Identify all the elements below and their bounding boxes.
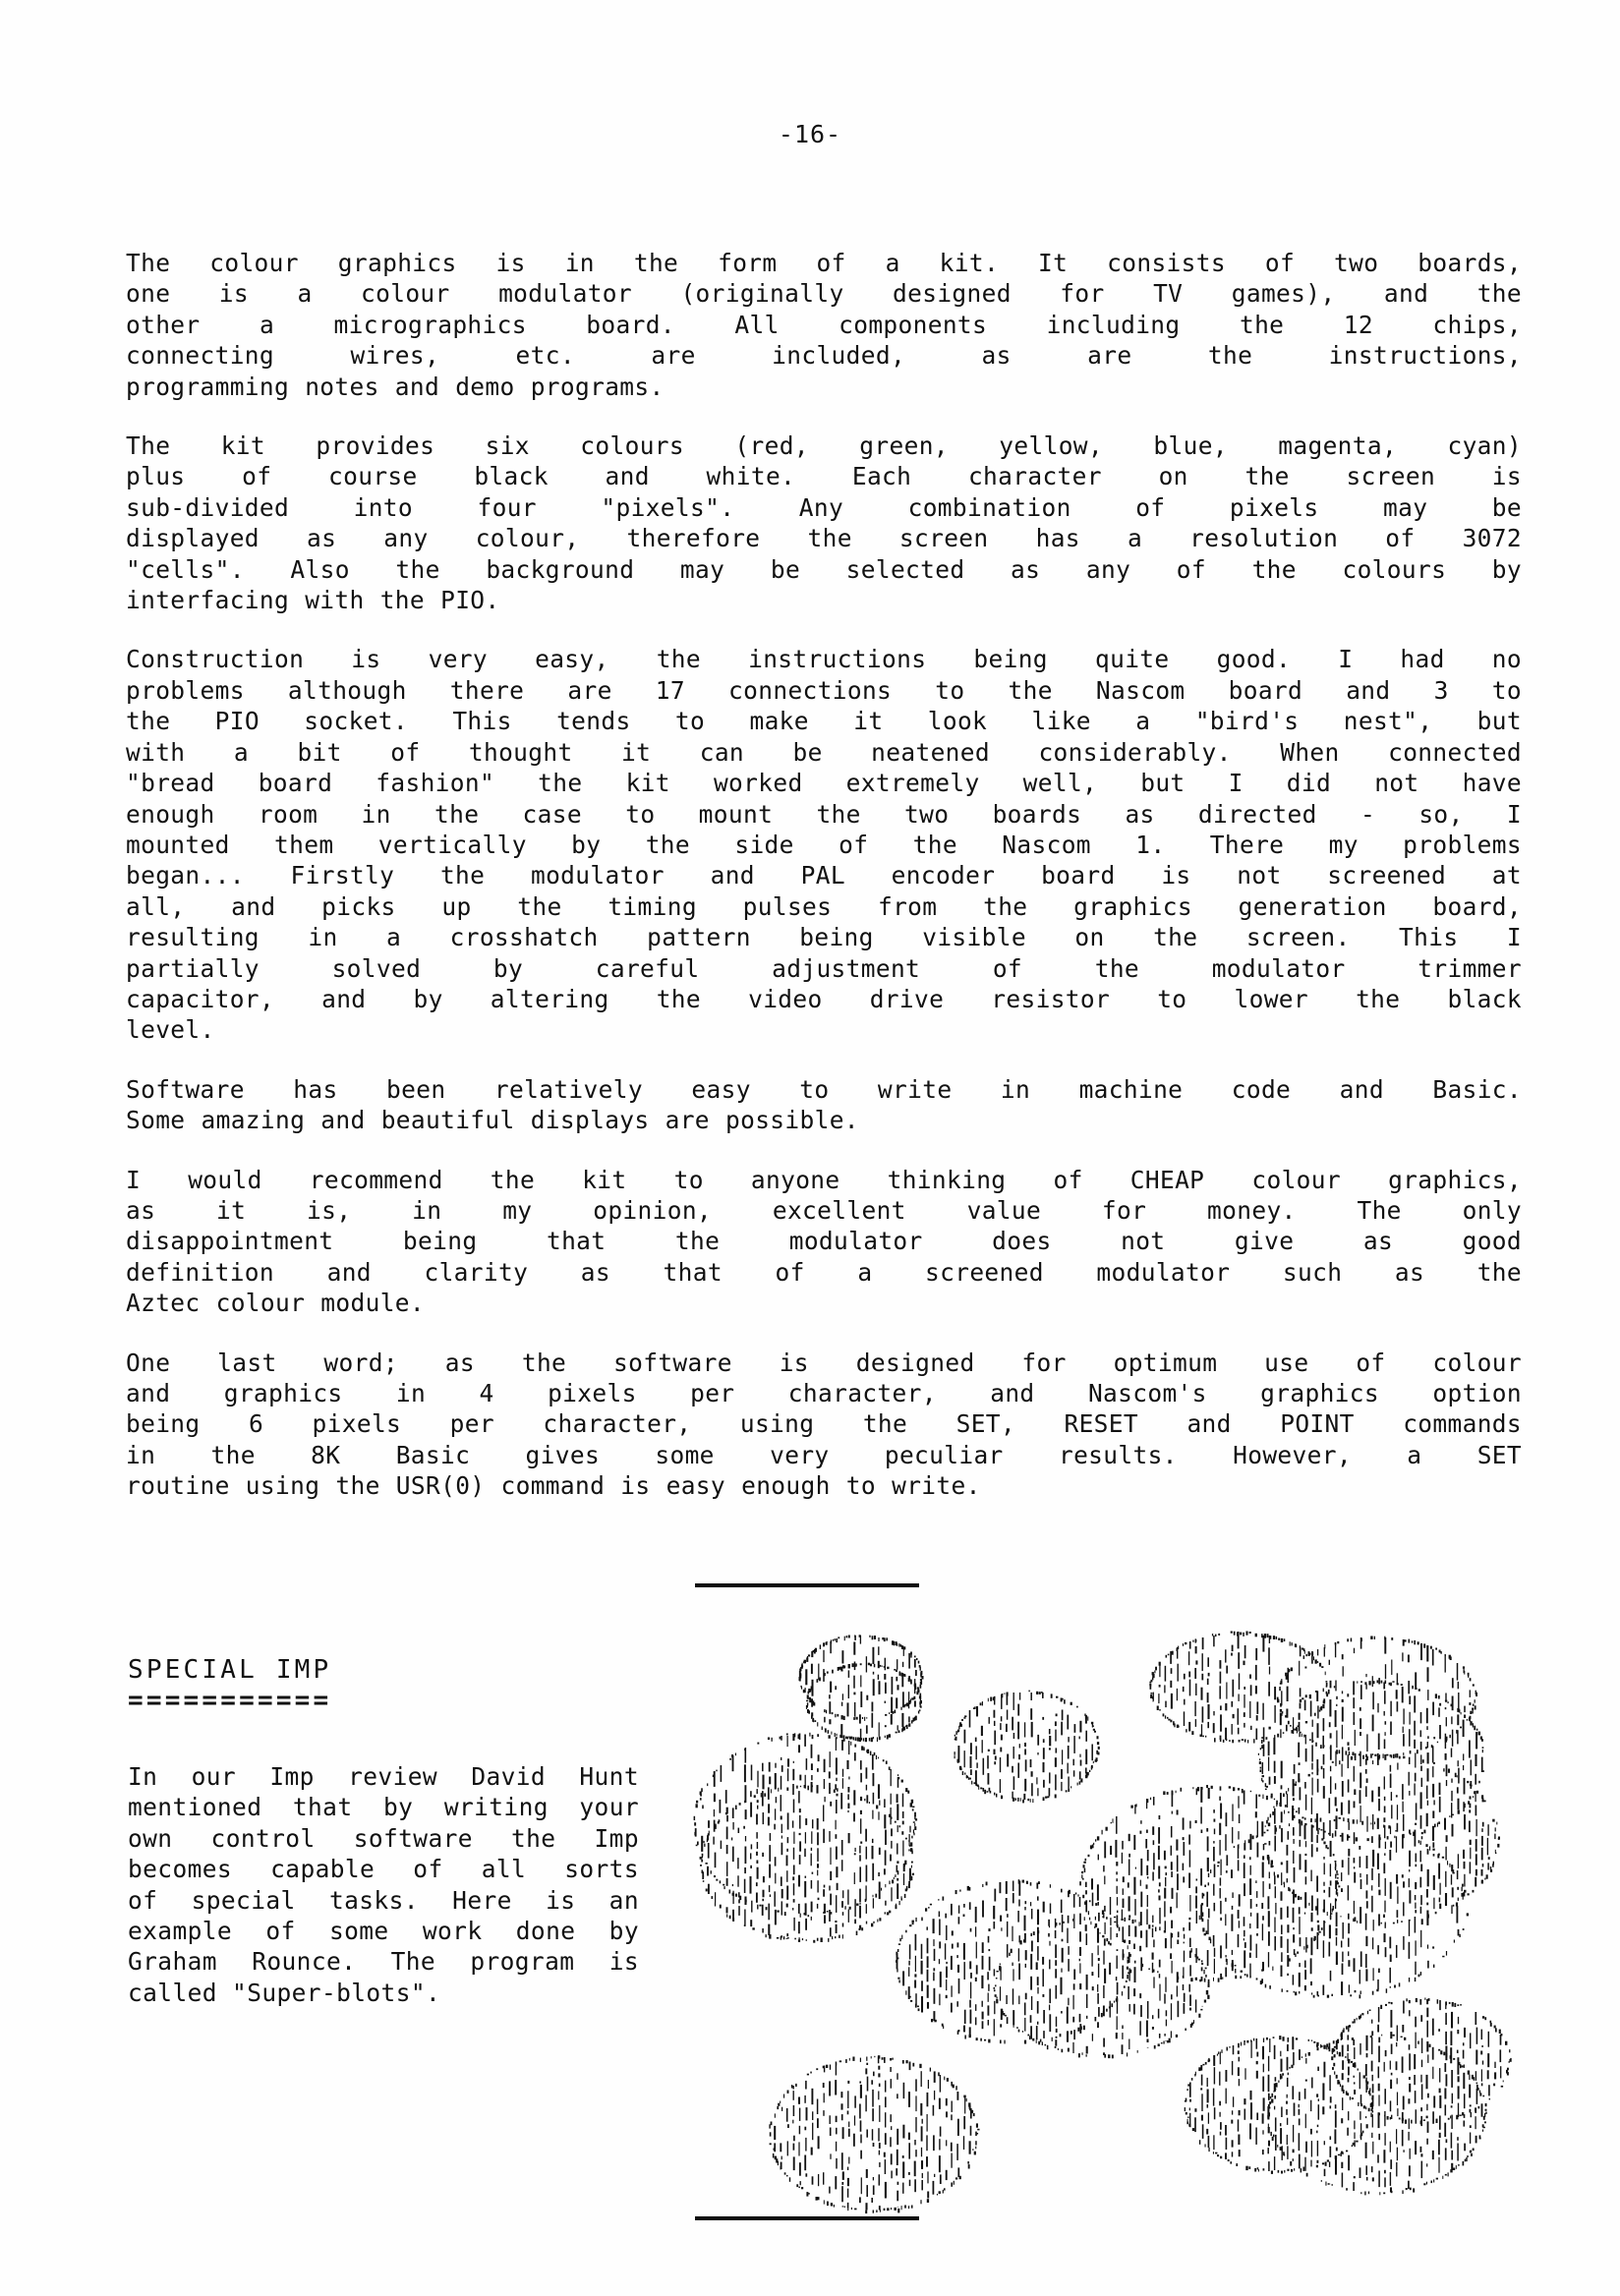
text-line: "cells". Also the background may be selected as any of the colours by [126, 554, 1522, 584]
paragraph-one-last-word [126, 1348, 1522, 1502]
article-body [126, 248, 1522, 1502]
text-line: "bread board fashion" the kit worked extremely well, but I did not have [126, 769, 1522, 798]
text-line: resulting in a crosshatch pattern being visible on the screen. This I [126, 923, 1522, 952]
text-line: in the 8K Basic gives some very peculiar results. However, a SET [126, 1440, 1522, 1469]
text-line: enough room in the case to mount the two boards as directed - so, I [126, 799, 1522, 829]
special-imp-heading-underline: =========== [128, 1686, 332, 1715]
text-line: becomes capable of all sorts [128, 1855, 639, 1884]
text-line: Some amazing and beautiful displays are possible. [126, 1106, 859, 1135]
text-line: interfacing with the PIO. [126, 586, 500, 615]
super-blots-svg [688, 1612, 1543, 2221]
paragraph-six-colours [126, 430, 1522, 615]
text-line: disappointment being that the modulator does not give as good [126, 1227, 1522, 1256]
text-line: being 6 pixels per character, using the SET, RESET and POINT commands [126, 1409, 1522, 1439]
text-line: capacitor, and by altering the video drive resistor to lower the black [126, 984, 1522, 1013]
text-line: The colour graphics is in the form of a kit. It consists of two boards, [126, 249, 1522, 277]
text-line: with a bit of thought it can be neatened considerably. When connected [126, 737, 1522, 767]
text-line: other a micrographics board. All components including the 12 chips, [126, 310, 1522, 339]
text-line: Graham Rounce. The program is [128, 1947, 639, 1977]
text-line: all, and picks up the timing pulses from the graphics generation board, [126, 891, 1522, 921]
text-line: definition and clarity as that of a screened modulator such as the [126, 1257, 1522, 1287]
text-line: Aztec colour module. [126, 1289, 426, 1318]
text-line: The kit provides six colours (red, green, yellow, blue, magenta, cyan) [126, 431, 1522, 461]
text-line: routine using the USR(0) command is easy enough to write. [126, 1471, 981, 1501]
paragraph-software [126, 1074, 1522, 1136]
page-number: -16- [778, 120, 842, 148]
text-line: began... Firstly the modulator and PAL encoder board is not screened at [126, 861, 1522, 890]
text-line: level. [126, 1015, 215, 1045]
text-line: and graphics in 4 pixels per character, and Nascom's graphics option [126, 1379, 1522, 1407]
text-line: called "Super-blots". [128, 1978, 441, 2007]
text-line: One last word; as the software is designed for optimum use of colour [126, 1348, 1522, 1377]
text-line: I would recommend the kit to anyone thinking of CHEAP colour graphics, [126, 1165, 1522, 1194]
text-line: the PIO socket. This tends to make it look like a "bird's nest", but [126, 707, 1522, 736]
text-line: own control software the Imp [128, 1823, 639, 1853]
text-line: mentioned that by writing your [128, 1793, 639, 1822]
text-line: partially solved by careful adjustment of the modulator trimmer [126, 953, 1522, 983]
special-imp-body [128, 1761, 639, 2008]
text-line: plus of course black and white. Each character on the screen is [126, 462, 1522, 491]
text-line: Construction is very easy, the instructions being quite good. I had no [126, 645, 1522, 674]
text-line: In our Imp review David Hunt [128, 1762, 639, 1791]
paragraph-recommendation [126, 1165, 1522, 1319]
paragraph-construction [126, 644, 1522, 1045]
section-divider-top [695, 1583, 919, 1587]
text-line: as it is, in my opinion, excellent value for money. The only [126, 1195, 1522, 1225]
text-line: connecting wires, etc. are included, as are the instructions, [126, 341, 1522, 371]
special-imp-heading: SPECIAL IMP [128, 1655, 332, 1685]
text-line: mounted them vertically by the side of the Nascom 1. There my problems [126, 830, 1522, 859]
section-divider-bottom [695, 2216, 919, 2220]
text-line: of special tasks. Here is an [128, 1885, 639, 1915]
super-blots-artwork [688, 1612, 1543, 2221]
text-line: example of some work done by [128, 1917, 639, 1946]
paragraph-colour-graphics-kit [126, 248, 1522, 402]
text-line: problems although there are 17 connections to the Nascom board and 3 to [126, 675, 1522, 705]
text-line: programming notes and demo programs. [126, 372, 665, 401]
text-line: Software has been relatively easy to write in machine code and Basic. [126, 1074, 1522, 1104]
text-line: one is a colour modulator (originally designed for TV games), and the [126, 279, 1522, 309]
text-line: displayed as any colour, therefore the screen has a resolution of 3072 [126, 524, 1522, 553]
special-imp-section [128, 1655, 639, 2008]
text-line: sub-divided into four "pixels". Any combination of pixels may be [126, 492, 1522, 522]
